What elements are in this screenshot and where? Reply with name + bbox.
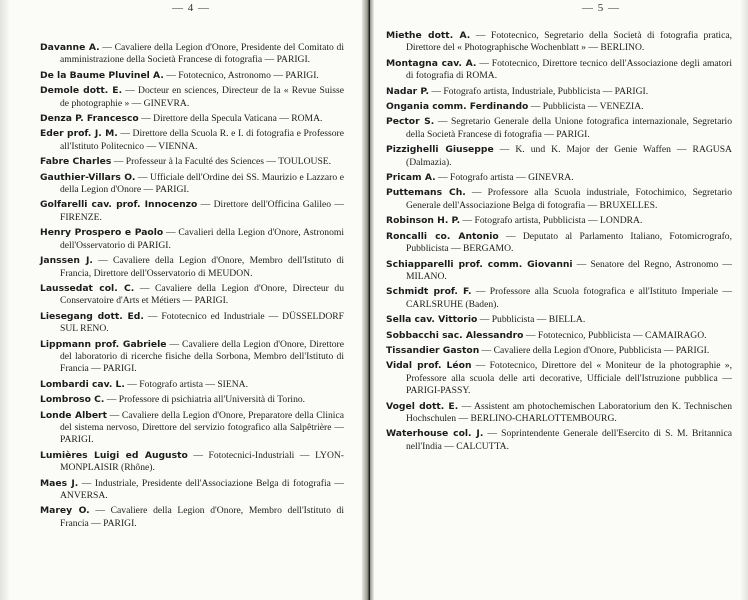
member-name: Miethe dott. A. xyxy=(386,30,471,41)
member-name: Denza P. Francesco xyxy=(40,113,139,125)
member-entry xyxy=(40,227,344,252)
member-entry xyxy=(40,156,344,168)
member-name: Puttemans Ch. xyxy=(386,187,466,199)
member-entry xyxy=(40,311,344,336)
member-description: — Cavaliere della Legion d'Onore, Directeur du Conservatoire d'Arts et Métiers — PARIGI. xyxy=(60,282,344,307)
member-entry xyxy=(40,339,344,376)
right-page xyxy=(372,0,748,600)
member-name: Schiapparelli prof. comm. Giovanni xyxy=(386,258,573,270)
member-description: — Cavaliere della Legion d'Onore, Presidente del Comitato di amministrazione della Società Francese di fotografia — PARIGI. xyxy=(60,42,344,66)
member-description: — Industriale, Presidente dell'Associazione Belga di fotografia — ANVERSA. xyxy=(60,477,344,501)
member-name: Lombardi cav. L. xyxy=(40,378,125,390)
member-description: — Fototecnico, Segretario della Società di fotografia pratica, Direttore del « Photographische Wochenblatt » — BERLINO. xyxy=(406,30,732,54)
member-entry xyxy=(386,231,732,256)
member-name: Sella cav. Vittorio xyxy=(386,314,478,326)
member-description: — Direttore dell'Officina Galileo — FIRENZE. xyxy=(60,199,344,223)
member-description: — Fototecnico, Direttore tecnico dell'Associazione degli amatori di fotografia di ROMA. xyxy=(406,57,733,82)
gutter-divider xyxy=(369,0,370,600)
member-name: Roncalli co. Antonio xyxy=(386,230,499,242)
member-entry xyxy=(40,85,344,110)
scan-edge-shadow-right xyxy=(740,0,748,600)
member-description: — Fototecnico, Direttore del « Moniteur de la photographie », Professore alla scuola delle arti decorative, Ufficiale dell'Istruzione pubblica — PARIGI-PASSY. xyxy=(406,360,732,397)
member-description: — Segretario Generale della Unione fotografica internazionale, Segretario della Società Francese di fotografia — PARIGI. xyxy=(406,116,732,140)
member-name: Pector S. xyxy=(386,116,435,128)
member-entry xyxy=(386,428,732,453)
member-description: — Ufficiale dell'Ordine dei SS. Maurizio e Lazzaro e della Legion d'Onore — PARIGI. xyxy=(60,171,344,196)
member-name: Laussedat col. C. xyxy=(40,282,135,294)
member-description: — Deputato al Parlamento Italiano, Fotomicrografo, Pubblicista — BERGAMO. xyxy=(406,230,732,255)
member-entry xyxy=(386,215,732,227)
member-name: Marey O. xyxy=(40,505,90,517)
member-name: Montagna cav. A. xyxy=(386,57,477,69)
member-name: Ongania comm. Ferdinando xyxy=(386,101,529,113)
member-entry xyxy=(40,478,344,503)
member-entry xyxy=(40,199,344,224)
member-name: Vidal prof. Léon xyxy=(386,360,472,372)
member-description: — Cavaliere della Legion d'Onore, Membro dell'Istituto di Francia, Direttore dell'Osservatorio di MEUDON. xyxy=(60,255,344,279)
member-description: — Senatore del Regno, Astronomo — MILANO. xyxy=(406,258,732,282)
member-description: — Direttore della Scuola R. e I. di fotografia e Professore all'Istituto Politecnico — VIENNA. xyxy=(60,128,344,152)
member-entry xyxy=(386,187,732,212)
member-name: Schmidt prof. F. xyxy=(386,286,472,298)
member-name: Lippmann prof. Gabriele xyxy=(40,338,167,350)
member-entry xyxy=(386,172,732,184)
member-entry xyxy=(386,144,732,169)
member-entry xyxy=(40,172,344,197)
member-entry xyxy=(386,101,732,113)
member-name: Fabre Charles xyxy=(40,156,112,168)
member-name: Janssen J. xyxy=(40,255,93,267)
member-entry xyxy=(386,286,732,311)
member-description: — Cavaliere della Legion d'Onore, Membro dell'Istituto di Francia — PARIGI. xyxy=(60,505,345,529)
member-description: — Professeur à la Faculté des Sciences — TOULOUSE. xyxy=(111,156,332,168)
member-description: — Soprintendente Generale dell'Esercito di S. M. Britannica nell'India — CALCUTTA. xyxy=(406,428,732,452)
member-description: — Cavaliere della Legion d'Onore, Direttore del laboratorio di ricerche fisiche della Sorbona, Membro dell'Istituto di Francia — PARIGI. xyxy=(60,338,344,375)
member-description: — Fotografo artista, Pubblicista — LONDRA. xyxy=(460,215,643,227)
member-entry xyxy=(40,505,344,530)
member-entry xyxy=(386,401,732,426)
member-entry xyxy=(386,330,732,342)
member-entry xyxy=(386,314,732,326)
member-entry xyxy=(40,379,344,391)
member-name: Henry Prospero e Paolo xyxy=(40,227,164,239)
member-entry xyxy=(40,394,344,406)
member-name: Golfarelli cav. prof. Innocenzo xyxy=(40,199,198,211)
member-name: Eder prof. J. M. xyxy=(40,128,118,140)
member-name: Nadar P. xyxy=(386,85,429,97)
member-description: — Cavalieri della Legion d'Onore, Astronomi dell'Osservatorio di PARIGI. xyxy=(60,227,344,251)
member-name: Liesegang dott. Ed. xyxy=(40,310,144,322)
member-name: Lumières Luigi ed Augusto xyxy=(40,449,188,461)
member-name: Maes J. xyxy=(40,477,79,489)
member-entry xyxy=(40,70,344,82)
member-description: — Fototecnico, Pubblicista — CAMAIRAGO. xyxy=(523,329,707,341)
member-entry xyxy=(40,113,344,125)
member-name: Pricam A. xyxy=(386,172,436,184)
member-description: — Pubblicista — BIELLA. xyxy=(477,314,586,326)
member-entry xyxy=(40,42,344,67)
member-name: Gauthier-Villars O. xyxy=(40,171,136,183)
member-entry xyxy=(386,259,732,284)
member-entry xyxy=(386,345,732,357)
member-description: — Cavaliere della Legion d'Onore, Preparatore della Clinica del sistema nervoso, Direttore del servizio fotografico alla Salpêtrière — PARIGI. xyxy=(60,409,344,446)
member-entry xyxy=(40,283,344,308)
member-description: — Professore alla Scuola industriale, Fotochimico, Segretario Generale dell'Associazione Belga di fotografia — BRUXELLES. xyxy=(406,187,732,211)
member-entry xyxy=(386,30,732,55)
member-entry xyxy=(40,128,344,153)
member-name: Londe Albert xyxy=(40,409,107,421)
member-name: Tissandier Gaston xyxy=(386,344,480,356)
member-name: Davanne A. xyxy=(40,42,100,53)
member-name: Robinson H. P. xyxy=(386,215,461,227)
left-page xyxy=(0,0,366,600)
member-description: — Docteur en sciences, Directeur de la « Revue Suisse de photographie » — GINEVRA. xyxy=(60,85,345,109)
member-name: Demole dott. E. xyxy=(40,85,123,97)
member-description: — Fotografo artista — GINEVRA. xyxy=(435,172,574,184)
page-number-right: — 5 — xyxy=(582,2,620,14)
member-description: — K. und K. Major der Genie Waffen — RAGUSA (Dalmazia). xyxy=(406,144,732,168)
member-list-right xyxy=(386,30,732,456)
member-name: Lombroso C. xyxy=(40,394,105,406)
member-entry xyxy=(40,450,344,475)
member-entry xyxy=(386,86,732,98)
member-description: — Professore alla Scuola fotografica e all'Istituto Imperiale — CARLSRUHE (Baden). xyxy=(406,286,732,310)
page-number-left: — 4 — xyxy=(172,2,210,14)
member-description: — Pubblicista — VENEZIA. xyxy=(528,101,644,113)
member-list-left xyxy=(40,42,344,533)
member-entry xyxy=(386,58,732,83)
member-name: Waterhouse col. J. xyxy=(386,428,484,440)
member-entry xyxy=(386,116,732,141)
member-entry xyxy=(40,410,344,447)
member-description: — Fotografo artista, Industriale, Pubblicista — PARIGI. xyxy=(428,85,649,97)
member-description: — Fototecnico ed Industriale — DÜSSELDORF SUL RENO. xyxy=(60,310,345,335)
member-description: — Fotografo artista — SIENA. xyxy=(124,378,248,390)
member-entry xyxy=(40,255,344,280)
member-name: Sobbacchi sac. Alessandro xyxy=(386,329,524,341)
member-description: — Fototecnico, Astronomo — PARIGI. xyxy=(163,69,319,81)
member-description: — Direttore della Specula Vaticana — ROMA. xyxy=(138,113,323,125)
member-name: Pizzighelli Giuseppe xyxy=(386,144,494,156)
member-description: — Fototecnici-Industriali — LYON-MONPLAISIR (Rhône). xyxy=(60,449,345,474)
member-entry xyxy=(386,360,732,397)
member-description: — Assistent am photochemischen Laboratorium den K. Technischen Hochschulen — BERLINO-CHARLOTTEMBOURG. xyxy=(406,400,733,424)
member-name: Vogel dott. E. xyxy=(386,400,459,412)
member-name: De la Baume Pluvinel A. xyxy=(40,69,164,81)
member-description: — Cavaliere della Legion d'Onore, Pubblicista — PARIGI. xyxy=(479,344,710,356)
member-description: — Professore di psichiatria all'Università di Torino. xyxy=(104,394,306,406)
